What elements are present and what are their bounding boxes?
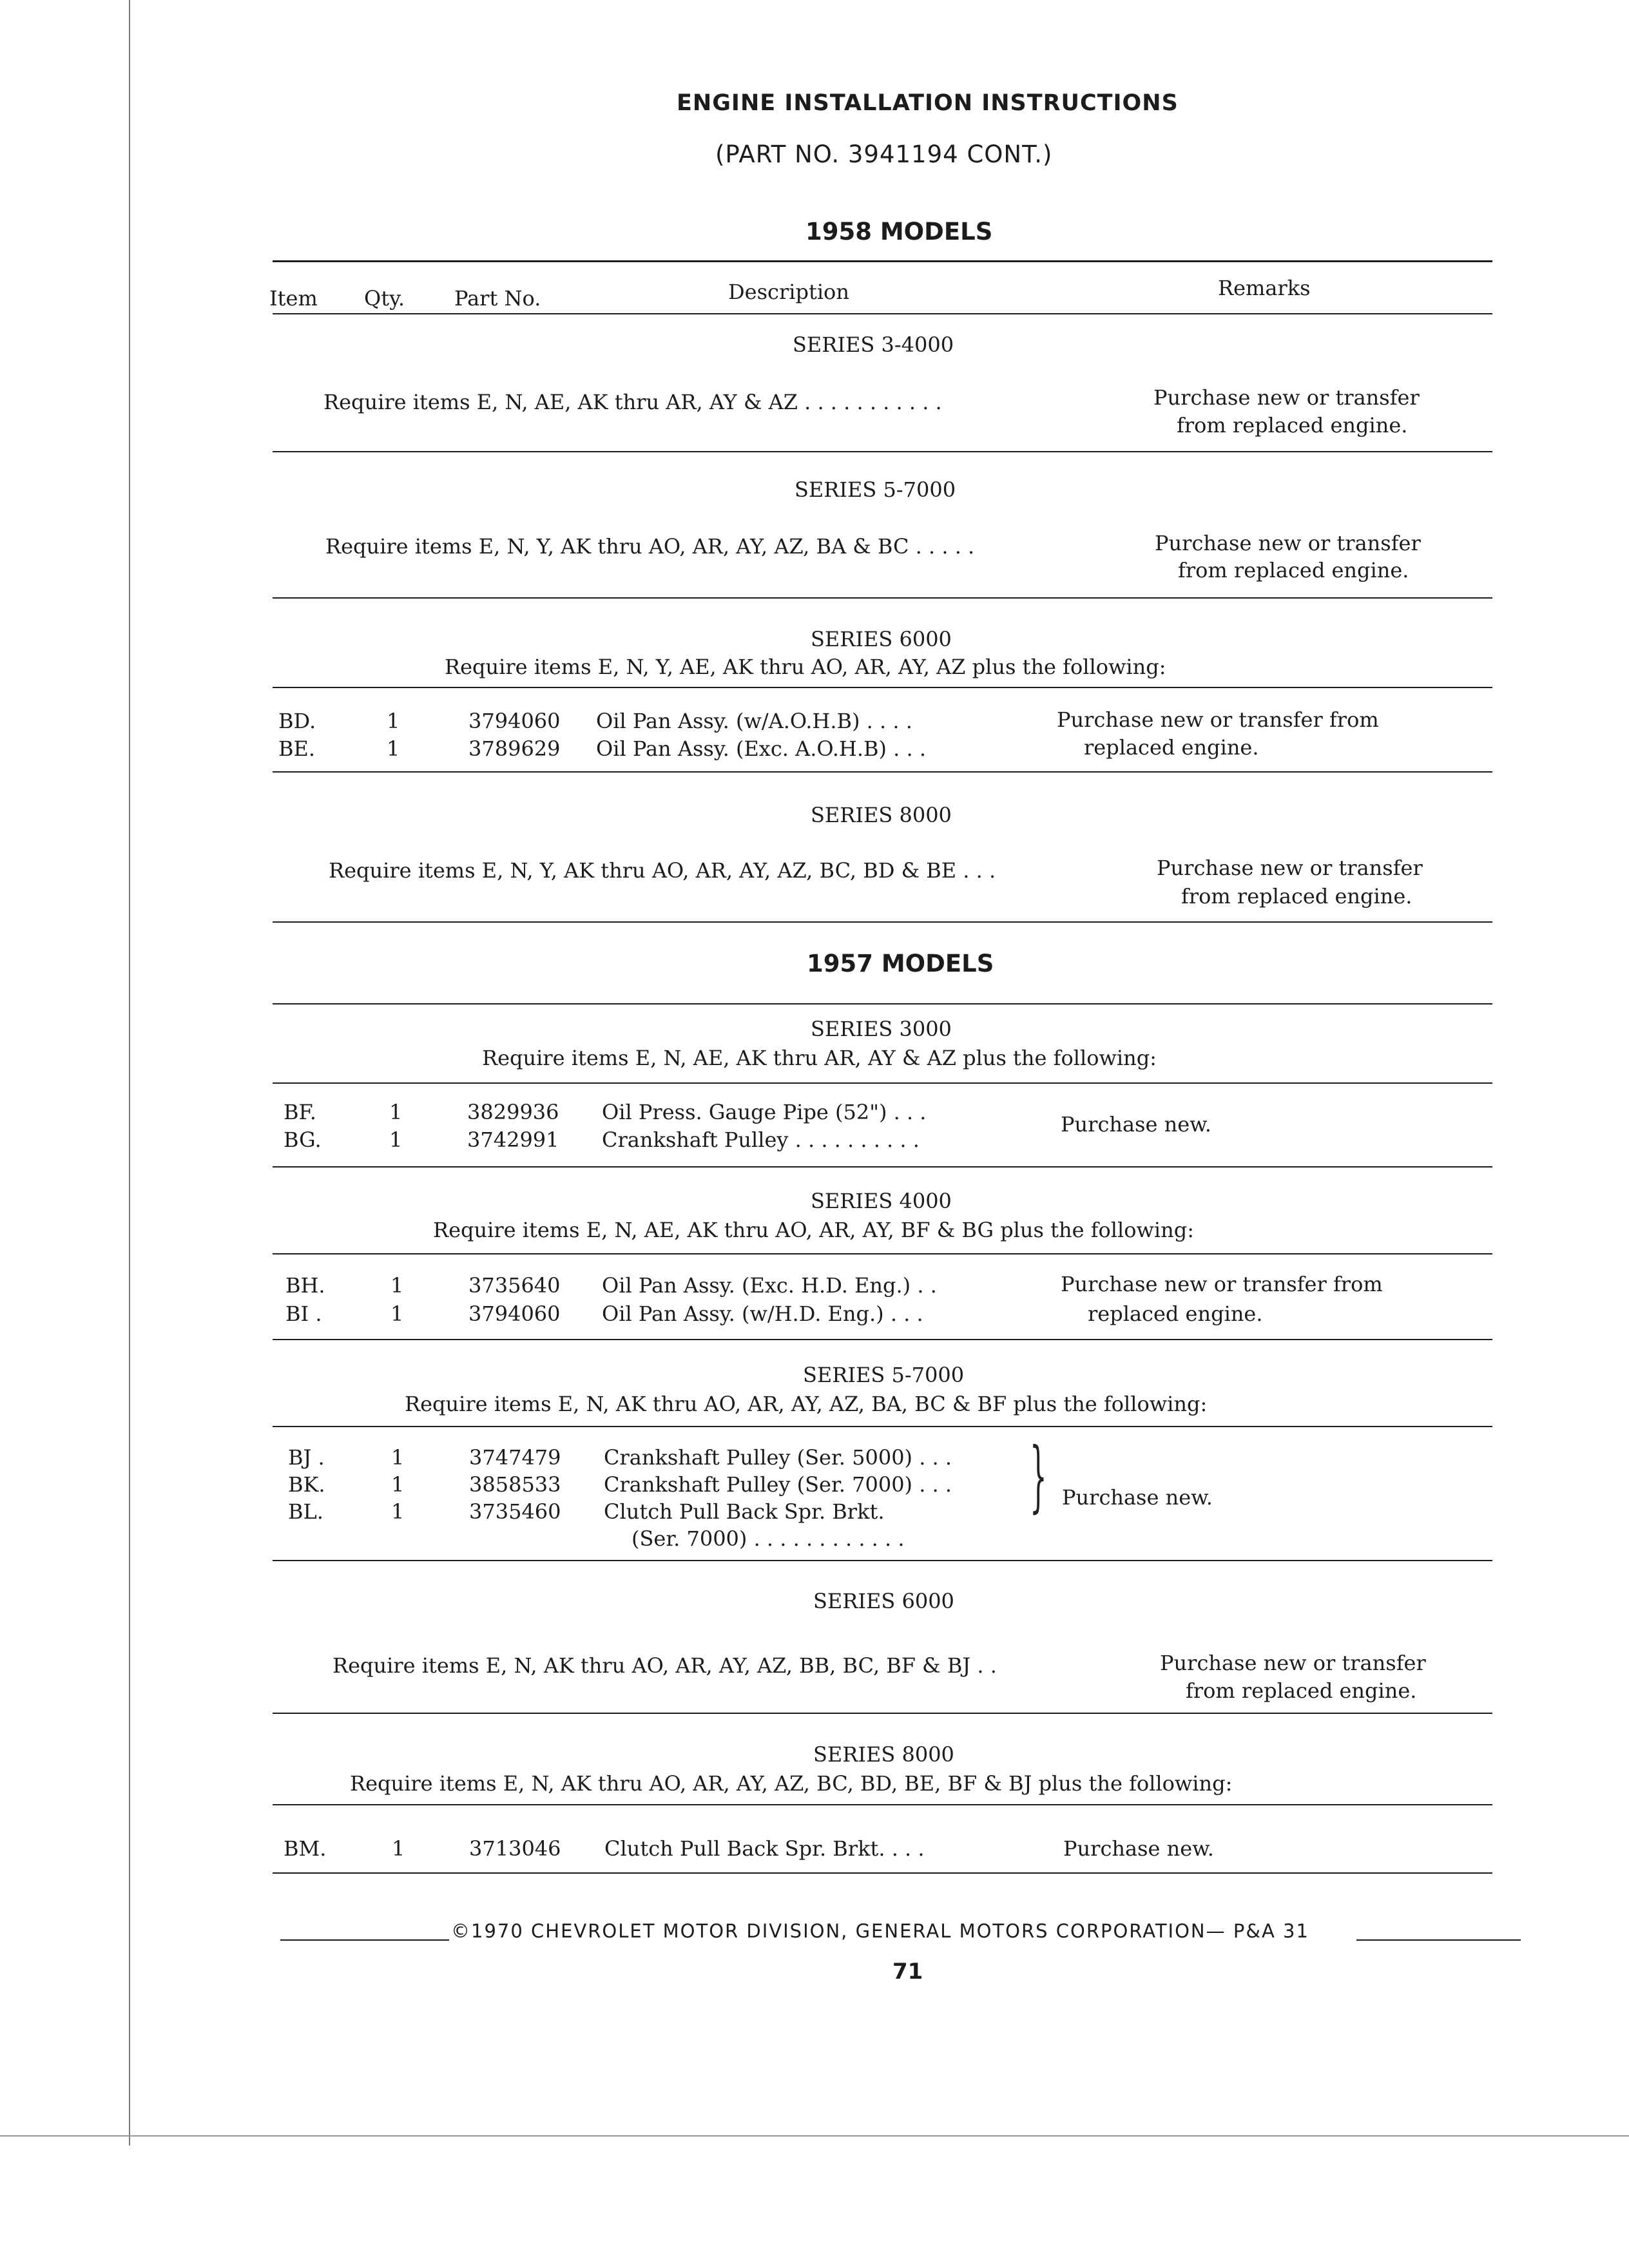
column-header-qty: Qty. (364, 286, 405, 311)
remark-text: Purchase new or transfer from (1061, 1272, 1383, 1296)
quantity: 1 (391, 1499, 405, 1524)
column-header-item: Item (269, 286, 318, 311)
rule (273, 771, 1492, 773)
part-description: Oil Pan Assy. (Exc. A.O.H.B) . . . (596, 736, 927, 761)
rule (273, 1426, 1492, 1427)
part-description: Oil Pan Assy. (w/H.D. Eng.) . . . (602, 1302, 923, 1326)
bottom-scan-line (0, 2135, 1629, 2137)
series-title: SERIES 4000 (811, 1189, 952, 1213)
part-description: Crankshaft Pulley (Ser. 7000) . . . (604, 1472, 952, 1497)
requirement-text: Require items E, N, AK thru AO, AR, AY, AZ, BB, BC, BF & BJ . . (333, 1653, 997, 1678)
remark-text: Purchase new. (1063, 1836, 1214, 1861)
part-description: Clutch Pull Back Spr. Brkt. . . . (604, 1836, 925, 1861)
remark-text: from replaced engine. (1178, 558, 1409, 582)
part-description: Crankshaft Pulley . . . . . . . . . . (602, 1128, 920, 1152)
requirement-text: Require items E, N, Y, AE, AK thru AO, AR, AY, AZ plus the following: (445, 655, 1166, 679)
column-header-description: Description (728, 280, 849, 304)
remark-text: Purchase new. (1062, 1485, 1213, 1510)
rule (273, 1804, 1492, 1805)
item-code: BK. (288, 1472, 325, 1497)
requirement-text: Require items E, N, AE, AK thru AR, AY & AZ . . . . . . . . . . . (323, 390, 942, 414)
part-description-continued: (Ser. 7000) . . . . . . . . . . . . (631, 1526, 905, 1551)
quantity: 1 (390, 1273, 404, 1298)
margin-rule (129, 0, 130, 2146)
item-code: BH. (285, 1273, 325, 1298)
remark-text: Purchase new or transfer from (1057, 707, 1379, 732)
rule (273, 1339, 1492, 1340)
quantity: 1 (387, 709, 400, 733)
part-description: Oil Pan Assy. (w/A.O.H.B) . . . . (596, 709, 912, 733)
part-number: 3742991 (467, 1128, 559, 1152)
section-heading-1957: 1957 MODELS (807, 950, 994, 977)
rule (273, 1872, 1492, 1874)
document-title: ENGINE INSTALLATION INSTRUCTIONS (677, 90, 1179, 116)
document-subtitle: (PART NO. 3941194 CONT.) (715, 140, 1053, 168)
item-code: BI . (285, 1302, 322, 1326)
part-number: 3789629 (468, 736, 561, 761)
series-title: SERIES 6000 (813, 1589, 954, 1613)
footer-rule-left (280, 1939, 449, 1941)
rule (273, 1713, 1492, 1714)
series-title: SERIES 8000 (811, 803, 952, 827)
copyright-notice: ©1970 CHEVROLET MOTOR DIVISION, GENERAL MOTORS CORPORATION— P&A 31 (451, 1920, 1309, 1942)
right-brace-icon: } (1030, 1432, 1047, 1521)
requirement-text: Require items E, N, AK thru AO, AR, AY, AZ, BC, BD, BE, BF & BJ plus the following: (350, 1771, 1233, 1796)
rule (273, 1082, 1492, 1084)
rule (273, 1166, 1492, 1168)
rule (273, 313, 1492, 314)
rule (273, 260, 1492, 262)
rule (273, 687, 1492, 688)
rule (273, 1560, 1492, 1561)
remark-text: replaced engine. (1088, 1302, 1263, 1326)
part-number: 3747479 (469, 1445, 561, 1470)
part-number: 3794060 (468, 709, 561, 733)
series-title: SERIES 5-7000 (803, 1363, 965, 1387)
series-title: SERIES 8000 (813, 1742, 954, 1767)
remark-text: from replaced engine. (1186, 1678, 1417, 1703)
part-number: 3735640 (468, 1273, 561, 1298)
part-number: 3829936 (467, 1100, 559, 1124)
part-description: Oil Pan Assy. (Exc. H.D. Eng.) . . (602, 1273, 937, 1298)
remark-text: from replaced engine. (1177, 413, 1408, 437)
column-header-remarks: Remarks (1218, 276, 1311, 300)
quantity: 1 (392, 1836, 405, 1861)
requirement-text: Require items E, N, Y, AK thru AO, AR, AY, AZ, BC, BD & BE . . . (329, 858, 996, 883)
quantity: 1 (390, 1302, 404, 1326)
requirement-text: Require items E, N, AE, AK thru AO, AR, AY, BF & BG plus the following: (433, 1218, 1195, 1242)
part-description: Oil Press. Gauge Pipe (52") . . . (602, 1100, 927, 1124)
remark-text: from replaced engine. (1181, 884, 1412, 908)
item-code: BD. (278, 709, 316, 733)
quantity: 1 (389, 1128, 403, 1152)
remark-text: Purchase new or transfer (1153, 385, 1420, 410)
series-title: SERIES 6000 (811, 627, 952, 651)
item-code: BG. (284, 1128, 322, 1152)
remark-text: Purchase new or transfer (1157, 856, 1423, 880)
series-title: SERIES 5-7000 (795, 477, 956, 502)
footer-rule-right (1356, 1939, 1521, 1941)
rule (273, 1003, 1492, 1004)
remark-text: Purchase new or transfer (1160, 1651, 1426, 1675)
part-number: 3858533 (469, 1472, 561, 1497)
requirement-text: Require items E, N, AE, AK thru AR, AY & AZ plus the following: (482, 1046, 1157, 1070)
part-description: Clutch Pull Back Spr. Brkt. (604, 1499, 885, 1524)
part-number: 3735460 (469, 1499, 561, 1524)
rule (273, 597, 1492, 599)
item-code: BL. (288, 1499, 323, 1524)
rule (273, 1253, 1492, 1254)
part-number: 3713046 (469, 1836, 561, 1861)
part-description: Crankshaft Pulley (Ser. 5000) . . . (604, 1445, 952, 1470)
quantity: 1 (389, 1100, 403, 1124)
part-number: 3794060 (468, 1302, 561, 1326)
quantity: 1 (387, 736, 400, 761)
rule (273, 451, 1492, 452)
quantity: 1 (391, 1445, 405, 1470)
series-title: SERIES 3000 (811, 1017, 952, 1041)
rule (273, 921, 1492, 923)
requirement-text: Require items E, N, Y, AK thru AO, AR, AY, AZ, BA & BC . . . . . (325, 534, 975, 559)
series-title: SERIES 3-4000 (793, 332, 954, 357)
column-header-part-no: Part No. (454, 286, 541, 311)
remark-text: Purchase new or transfer (1155, 531, 1421, 555)
section-heading-1958: 1958 MODELS (805, 218, 993, 245)
remark-text: replaced engine. (1084, 735, 1259, 760)
item-code: BF. (284, 1100, 316, 1124)
requirement-text: Require items E, N, AK thru AO, AR, AY, AZ, BA, BC & BF plus the following: (405, 1392, 1208, 1416)
remark-text: Purchase new. (1061, 1112, 1211, 1137)
page-number: 71 (892, 1959, 923, 1984)
quantity: 1 (391, 1472, 405, 1497)
item-code: BJ . (288, 1445, 325, 1470)
item-code: BM. (284, 1836, 327, 1861)
item-code: BE. (278, 736, 316, 761)
